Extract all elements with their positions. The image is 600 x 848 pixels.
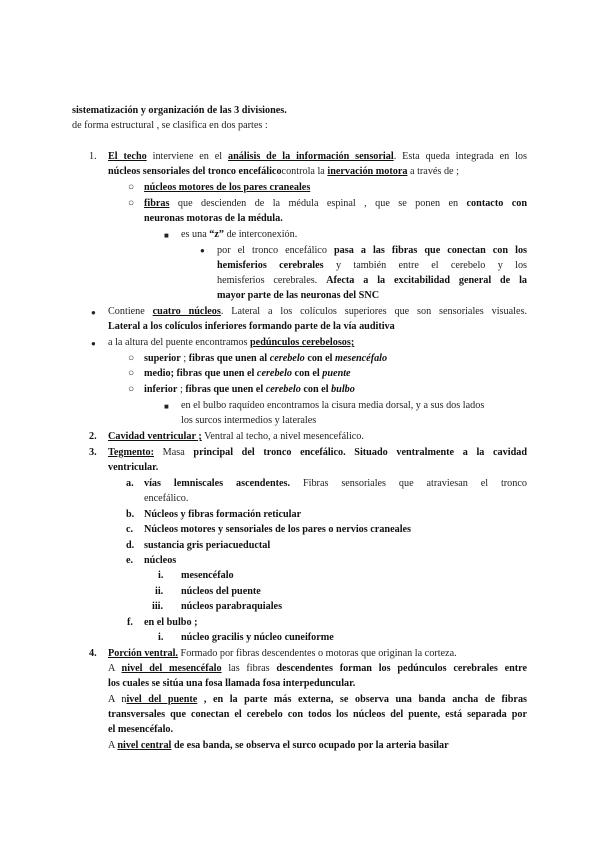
sec1-dot-line-1: por el tronco encefálico pasa a las fibras que conectan con los [217, 245, 527, 256]
sec4-line-5: transversales que conectan el cerebelo con todos los núcleos del puente, está separada por [108, 709, 527, 720]
hollow-bullet-icon: ○ [128, 368, 135, 379]
list-roman-ii: ii. [155, 586, 164, 597]
list-roman-i: i. [158, 632, 164, 643]
sec4-line-4: A nivel del puente , en la parte más externa, se observa una banda ancha de fibras [108, 694, 528, 705]
square-bullet-icon: ■ [164, 402, 169, 411]
sec3-item-c: Núcleos motores y sensoriales de los pares o nervios craneales [144, 524, 412, 535]
sec3-item-e-iii: núcleos parabraquiales [181, 601, 283, 612]
sec1-dot-line-4: mayor parte de las neuronas del SNC [217, 290, 380, 301]
sec3-item-e-i: mesencéfalo [181, 570, 234, 581]
peduncle-inferior: inferior ; fibras que unen el cerebelo con el bulbo [144, 384, 355, 395]
list-roman-i: i. [158, 570, 164, 581]
list-number-4: 4. [89, 648, 97, 659]
sec3-item-f: en el bulbo ; [144, 617, 198, 628]
sec1-dot-line-3: hemisferios cerebrales. Afecta a la excitabilidad general de la [217, 275, 527, 286]
list-letter-a: a. [126, 478, 134, 489]
bullet-nucleos-line-1: Contiene cuatro núcleos. Lateral a los colículos superiores que son sensoriales visuales. [108, 306, 527, 317]
square-bullet-icon: ■ [164, 231, 169, 240]
dot-bullet-icon: ● [200, 246, 205, 255]
sec1-bullet-2-line-2: neuronas motoras de la médula. [144, 213, 283, 224]
sec1-bullet-1: núcleos motores de los pares craneales [144, 182, 311, 193]
bullet-puente: a la altura del puente encontramos pedúnculos cerebelosos; [108, 337, 355, 348]
doc-title: sistematización y organización de las 3 divisiones. [72, 105, 287, 116]
hollow-bullet-icon: ○ [128, 182, 135, 193]
list-letter-e: e. [126, 555, 134, 566]
sec3-item-f-i: núcleo gracilis y núcleo cuneiforme [181, 632, 334, 643]
sec2-line: Cavidad ventricular ; Ventral al techo, a nivel mesencefálico. [108, 431, 364, 442]
sec3-item-e: núcleos [144, 555, 177, 566]
sec1-dot-line-2: hemisferios cerebrales y también entre el cerebelo y los [217, 260, 527, 271]
sec3-line-2: ventricular. [108, 462, 159, 473]
list-letter-d: d. [126, 540, 135, 551]
sec4-line-7: A nivel central de esa banda, se observa el surco ocupado por la arteria basilar [108, 740, 449, 751]
sec3-line-1: Tegmento: Masa principal del tronco encefálico. Situado ventralmente a la cavidad [108, 447, 527, 458]
sec4-line-1: Porción ventral. Formado por fibras descendentes o motoras que originan la corteza. [108, 648, 457, 659]
sec3-item-a-line-1: vías lemniscales ascendentes. Fibras sensoriales que atraviesan el tronco [144, 478, 527, 489]
list-number-3: 3. [89, 447, 97, 458]
sec4-line-2: A nivel del mesencéfalo las fibras descendentes forman los pedúnculos cerebrales entre [108, 663, 528, 674]
sec1-square-item: es una “z” de interconexión. [181, 229, 298, 240]
sec4-line-6: el mesencéfalo. [108, 724, 174, 735]
hollow-bullet-icon: ○ [128, 384, 135, 395]
list-number-1: 1. [89, 151, 97, 162]
list-letter-b: b. [126, 509, 135, 520]
list-letter-f: f. [127, 617, 133, 628]
sec3-item-e-ii: núcleos del puente [181, 586, 261, 597]
sec3-item-d: sustancia gris periacueductal [144, 540, 271, 551]
bulbo-line-1: en el bulbo raquídeo encontramos la cisura media dorsal, y a sus dos lados [181, 400, 485, 411]
list-roman-iii: iii. [152, 601, 164, 612]
list-number-2: 2. [89, 431, 97, 442]
dot-bullet-icon: ● [91, 339, 96, 348]
sec1-line-1: El techo interviene en el análisis de la información sensorial. Esta queda integrada en los [108, 151, 527, 162]
peduncle-superior: superior ; fibras que unen al cerebelo con el mesencéfalo [144, 353, 388, 364]
doc-subtitle: de forma estructural , se clasifica en dos partes : [72, 120, 268, 131]
peduncle-medio: medio; fibras que unen el cerebelo con el puente [144, 368, 351, 379]
bulbo-line-2: los surcos intermedios y laterales [181, 415, 317, 426]
hollow-bullet-icon: ○ [128, 198, 135, 209]
sec4-line-3: los cuales se sitúa una fosa llamada fosa interpeduncular. [108, 678, 356, 689]
sec3-item-b: Núcleos y fibras formación reticular [144, 509, 302, 520]
sec1-line-2: núcleos sensoriales del tronco encefálicocontrola la inervación motora a través de ; [108, 166, 459, 177]
bullet-nucleos-line-2: Lateral a los colículos inferiores formando parte de la vía auditiva [108, 321, 395, 332]
list-letter-c: c. [126, 524, 134, 535]
sec1-bullet-2-line-1: fibras que descienden de la médula espinal , que se ponen en contacto con [144, 198, 528, 209]
hollow-bullet-icon: ○ [128, 353, 135, 364]
dot-bullet-icon: ● [91, 308, 96, 317]
sec3-item-a-line-2: encefálico. [144, 493, 189, 504]
